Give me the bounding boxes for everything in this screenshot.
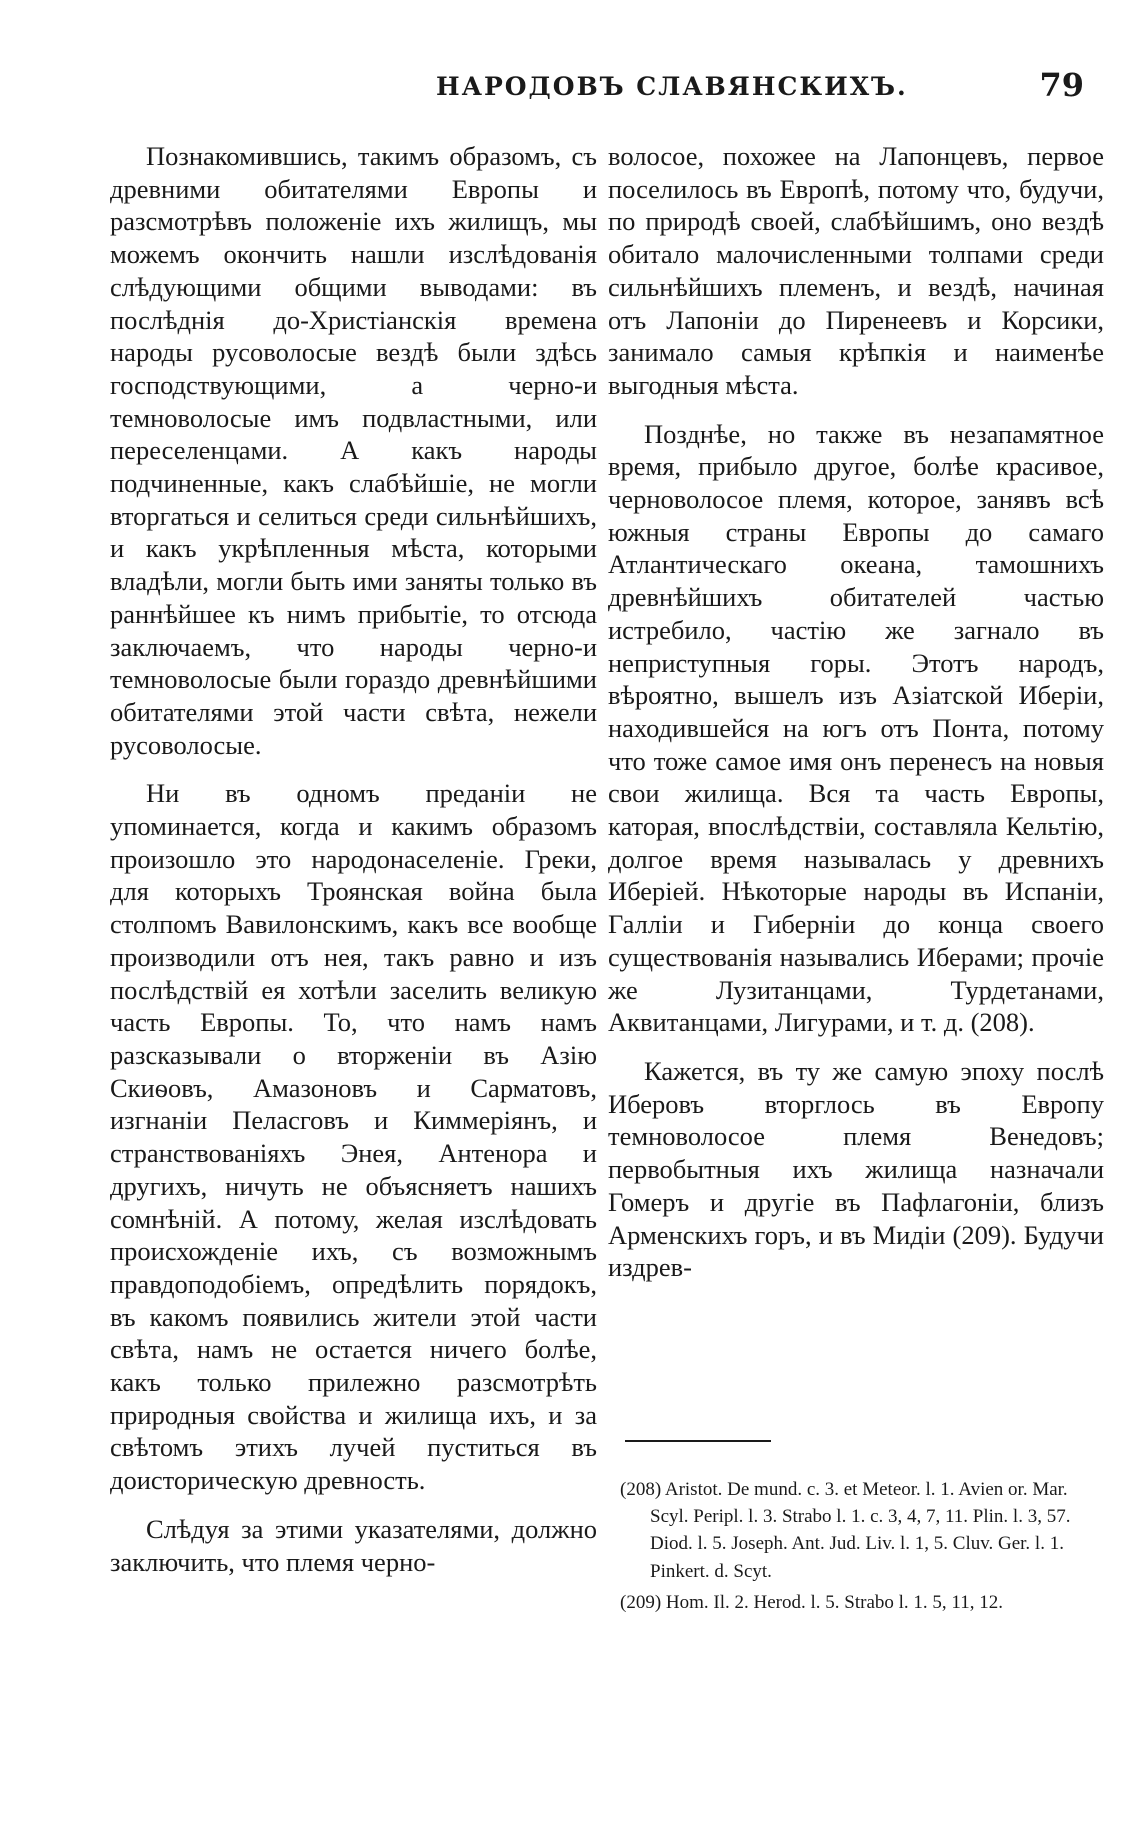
footnote-divider (625, 1440, 771, 1442)
footnote-209: (209) Hom. Il. 2. Herod. l. 5. Strabo l. 1. 5, 11, 12. (620, 1591, 1003, 1613)
running-header-title: НАРОДОВЪ СЛАВЯНСКИХЪ. (436, 72, 908, 101)
footnotes (620, 1476, 1104, 1620)
paragraph-continued: волосое, похожее на Лапонцевъ, первое поселилось въ Европѣ, потому что, будучи, по природѣ своей, слабѣйшимъ, оно вездѣ обитало малочисленными толпами среди сильнѣйшихъ племенъ, и вездѣ, начиная отъ Лапоніи до Пиренеевъ и Корсики, занимало самыя крѣпкія и наименѣе выгодныя мѣста. (608, 141, 1104, 400)
paragraph: Слѣдуя за этими указателями, должно заключить, что племя черно- (110, 1513, 597, 1577)
paragraph: Ни въ одномъ преданіи не упоминается, когда и какимъ образомъ произошло это народонаселеніе. Греки, для которыхъ Троянская война была столпомъ Вавилонскимъ, какъ все вообще производили отъ нея, такъ равно и изъ послѣдствій ея хотѣли заселить великую часть Европы. То, что намъ намъ разсказывали о вторженіи въ Азію Скиѳовъ, Амазоновъ и Сарматовъ, изгнаніи Пеласговъ и Киммеріянъ, и странствованіяхъ Энея, Антенора и другихъ, ничуть не объясняетъ нашихъ сомнѣній. А потому, желая изслѣдовать происхожденіе ихъ, съ возможнымъ правдоподобіемъ, опредѣлить порядокъ, въ какомъ появились жители этой части свѣта, намъ не остается ничего болѣе, какъ только прилежно разсмотрѣть природныя свойства и жилища ихъ, и за свѣтомъ этихъ лучей пуститься въ доисторическую древность. (110, 778, 597, 1496)
left-column (110, 140, 597, 1594)
right-column (608, 140, 1104, 1300)
paragraph: Познакомившись, такимъ образомъ, съ древними обитателями Европы и разсмотрѣвъ положеніе ихъ жилищъ, мы можемъ окончить нашли изслѣдованія слѣдующими общими выводами: въ послѣднія до-Христіанскія времена народы русоволосые вездѣ были здѣсь господствующими, а черно-и темноволосые имъ подвластными, или переселенцами. А какъ народы подчиненные, какъ слабѣйшіе, не могли вторгаться и селиться среди сильнѣйшихъ, и какъ укрѣпленныя мѣста, которыми владѣли, могли быть ими заняты только въ раннѣйшее къ нимъ прибытіе, то отсюда заключаемъ, что народы черно-и темноволосые были гораздо древнѣйшими обитателями этой части свѣта, нежели русоволосые. (110, 141, 597, 760)
paragraph: Кажется, въ ту же самую эпоху послѣ Иберовъ вторглось въ Европу темноволосое племя Венедовъ; первобытныя ихъ жилища назначали Гомеръ и другіе въ Пафлагоніи, близъ Арменскихъ горъ, и въ Мидіи (209). Будучи издрев- (608, 1055, 1104, 1283)
footnote-208: (208) Aristot. De mund. c. 3. et Meteor. l. 1. Avien or. Mar. Scyl. Peripl. l. 3. Strabo l. 1. c. 3, 4, 7, 11. Plin. l. 3, 57. Diod. l. 5. Joseph. Ant. Jud. Liv. l. 1, 5. Cluv. Ger. l. 1. Pinkert. d. Scyt. (620, 1479, 1071, 1582)
page-number: 79 (1039, 66, 1084, 104)
paragraph: Позднѣе, но также въ незапамятное время, прибыло другое, болѣе красивое, черноволосое племя, которое, занявъ всѣ южныя страны Европы до самаго Атлантическаго океана, тамошнихъ древнѣйшихъ обитателей частью истребило, частію же загнало въ неприступныя горы. Этотъ народъ, вѣроятно, вышелъ изъ Азіатской Иберіи, находившейся на югъ отъ Понта, потому что тоже самое имя онъ перенесъ на новыя свои жилища. Вся та часть Европы, каторая, впослѣдствіи, составляла Кельтію, долгое время называлась у древнихъ Иберіей. Нѣкоторые народы въ Испаніи, Галліи и Гиберніи до конца своего существованія назывались Иберами; прочіе же Лузитанцами, Турдетанами, Аквитанцами, Лигурами, и т. д. (208). (608, 418, 1104, 1038)
